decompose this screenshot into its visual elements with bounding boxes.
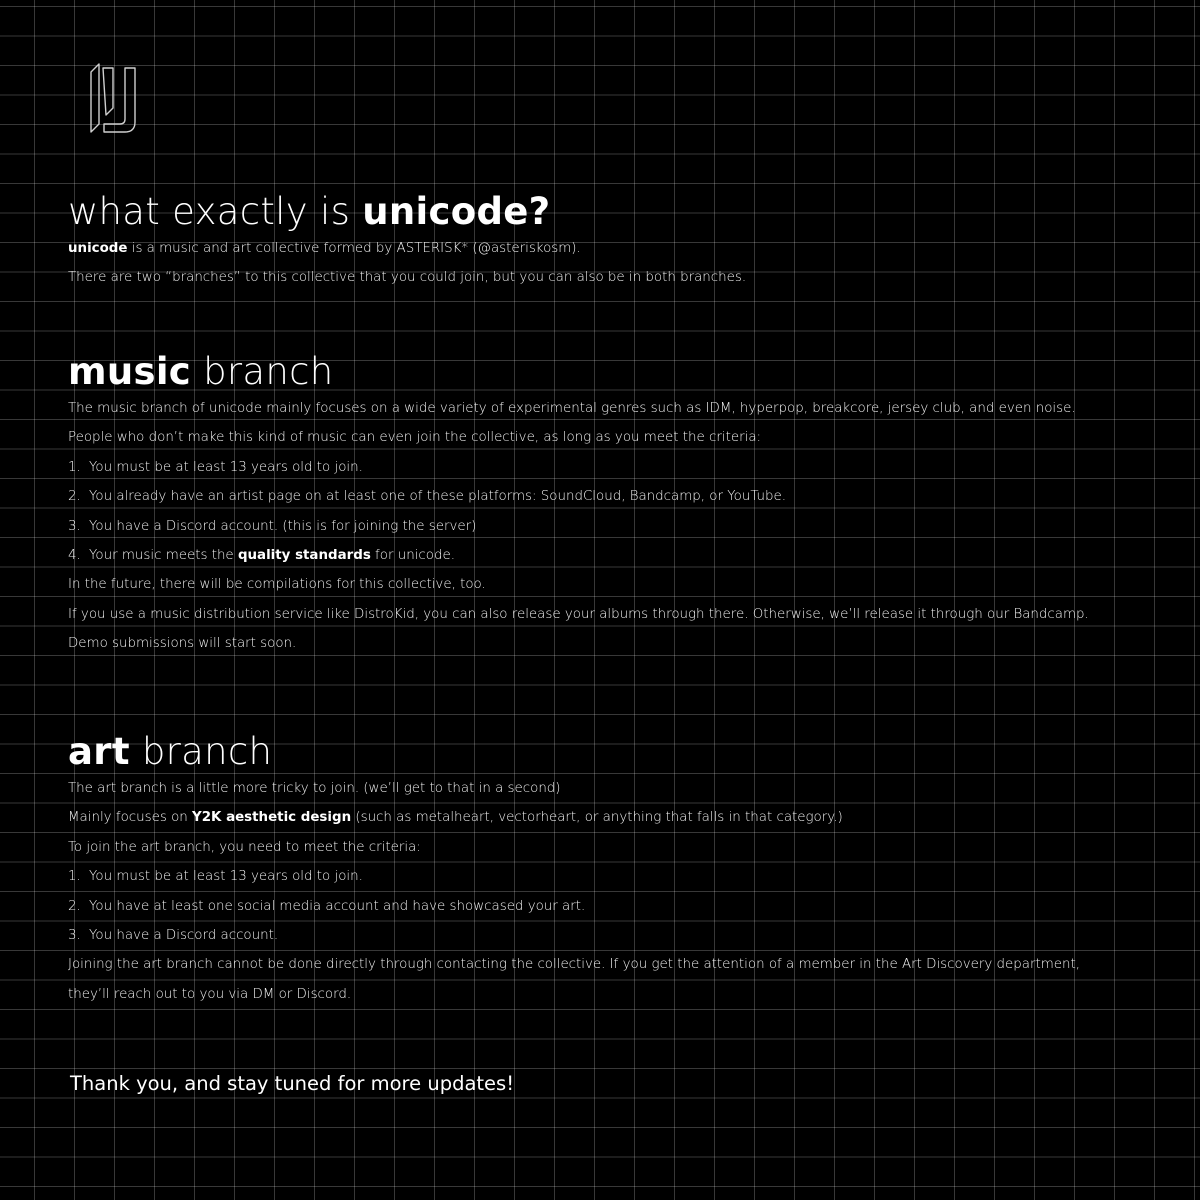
art-paragraph: To join the art branch, you need to meet the criteria: — [68, 839, 421, 855]
art-branch-section — [68, 730, 1168, 1009]
art-criteria-item: 1. You must be at least 13 years old to join. — [68, 869, 363, 885]
art-paragraph: The art branch is a little more tricky to join. (we’ll get to that in a second) — [68, 781, 561, 796]
intro-line: There are two “branches” to this collective that you could join, but you can also be in both branches. — [68, 270, 747, 286]
art-criteria-item: 3. You have a Discord account. — [68, 928, 279, 944]
music-criteria-item: 4. Your music meets the quality standards for unicode. — [68, 548, 455, 564]
art-branch-heading: art branch — [68, 730, 273, 773]
art-paragraph: Joining the art branch cannot be done directly through contacting the collective. If you get the attention of a member in the Art Discovery department, — [68, 957, 1081, 973]
unicode-logo-icon — [82, 62, 140, 136]
music-paragraph: In the future, there will be compilations for this collective, too. — [68, 577, 486, 593]
music-branch-section — [68, 350, 1168, 659]
music-criteria-item: 2. You already have an artist page on at least one of these platforms: SoundCloud, Bandcamp, or YouTube. — [68, 489, 786, 505]
music-criteria-item: 3. You have a Discord account. (this is for joining the server) — [68, 518, 477, 534]
music-criteria-item: 1. You must be at least 13 years old to join. — [68, 459, 363, 475]
intro-section — [68, 190, 1168, 293]
art-criteria-item: 2. You have at least one social media account and have showcased your art. — [68, 898, 586, 914]
intro-heading: what exactly is unicode? — [68, 190, 551, 233]
music-paragraph: People who don’t make this kind of music can even join the collective, as long as you meet the criteria: — [68, 430, 762, 446]
music-paragraph: Demo submissions will start soon. — [68, 636, 297, 652]
music-paragraph: If you use a music distribution service like DistroKid, you can also release your albums through there. Otherwise, we’ll release it through our Bandcamp. — [68, 606, 1089, 622]
intro-line: unicode is a music and art collective formed by ASTERISK* (@asteriskosm). — [68, 241, 581, 256]
thank-you-message: Thank you, and stay tuned for more updates! — [70, 1072, 515, 1095]
music-branch-heading: music branch — [68, 350, 334, 393]
art-paragraph: they’ll reach out to you via DM or Discord. — [68, 986, 352, 1002]
music-paragraph: The music branch of unicode mainly focuses on a wide variety of experimental genres such as IDM, hyperpop, breakcore, jersey club, and even noise. — [68, 401, 1076, 416]
art-paragraph: Mainly focuses on Y2K aesthetic design (such as metalheart, vectorheart, or anything that falls in that category.) — [68, 810, 843, 826]
